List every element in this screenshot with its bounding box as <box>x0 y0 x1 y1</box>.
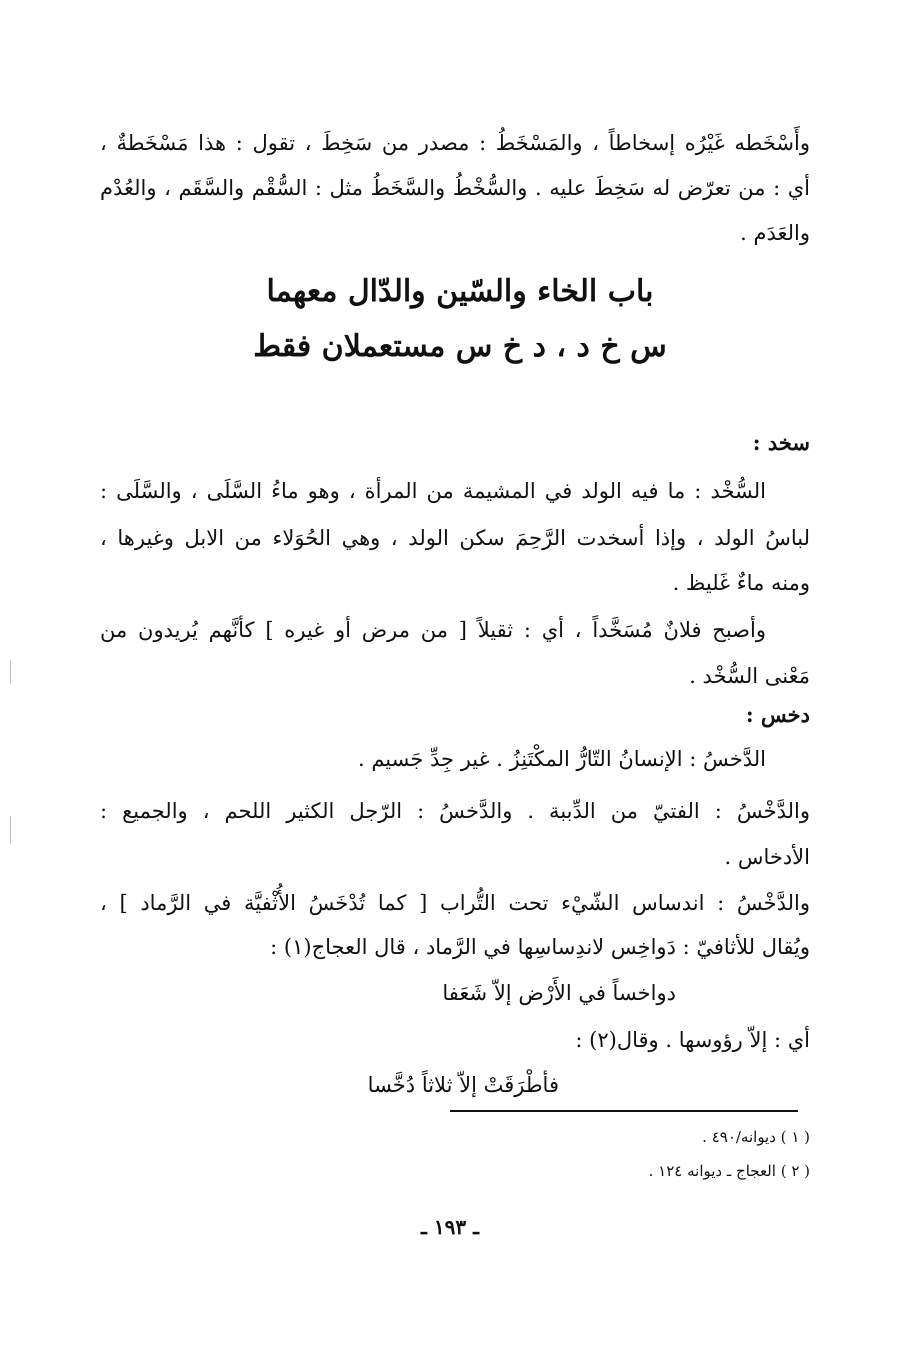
text-line-3: والعَدَم . <box>740 221 810 245</box>
text-line-1: وأَسْخَطه غَيْرُه إسخاطاً ، والمَسْخَطُ : مصدر من سَخِطَ ، تقول : هذا مَسْخَطةٌ ، <box>100 131 810 155</box>
sakhad-line-1: السُّخْد : ما فيه الولد في المشيمة من المرأة ، وهو ماءُ السَّلَى ، والسَّلَى : <box>100 479 766 503</box>
poetry-verse-1: دواخساً في الأَرْض إلاّ شَعَفا <box>442 981 676 1005</box>
footnote-1: ( ١ ) ديوانه/٤٩٠ . <box>702 1128 810 1146</box>
page-number: ـ ١٩٣ ـ <box>421 1215 479 1239</box>
sakhad-line-3: ومنه ماءٌ غَليظ . <box>672 571 810 595</box>
dakhas-line-2: والدَّخْسُ : الفتيّ من الدِّببة . والدَّخسُ : الرّجل الكثير اللحم ، والجميع : <box>100 799 810 823</box>
sakhad-line-4: وأصبح فلانٌ مُسَخَّداً ، أي : ثقيلاً [ من مرض أو غيره ] كأنَّهم يُريدون من <box>100 618 766 642</box>
text-line-2: أي : من تعرّض له سَخِطَ عليه . والسُّخْطُ والسَّخَطُ مثل : السُّقْم والسَّقَم ، والعُدْم <box>100 176 810 200</box>
sakhad-line-2: لباسُ الولد ، وإذا أسخدت الرَّحِمَ سكن الولد ، وهي الحُوَلاء من الابل وغيرها ، <box>100 526 810 550</box>
footnote-separator <box>450 1110 798 1112</box>
footnote-2: ( ٢ ) العجاج ـ ديوانه ١٢٤ . <box>648 1162 810 1180</box>
entry-title-sakhad: سخد : <box>752 430 810 455</box>
dakhas-line-3: الأدخاس . <box>724 845 810 869</box>
chapter-heading-line-1: باب الخاء والسّين والدّال معهما <box>266 274 654 309</box>
scan-margin-mark <box>10 660 11 684</box>
sakhad-line-5: مَعْنى السُّخْد . <box>689 664 810 688</box>
entry-title-dakhas: دخس : <box>745 702 810 727</box>
poetry-verse-2: فأطْرَقَتْ إلاّ ثلاثاً دُخَّسا <box>367 1073 559 1097</box>
dakhas-line-1: الدَّخسُ : الإنسانُ التّارُّ المكْتَنِزُ . غير جِدِّ جَسيم . <box>357 747 766 771</box>
dakhas-line-4: والدَّخْسُ : اندساس الشّيْء تحت التُّراب [ كما تُدْخَسُ الأُثْفيَّة في الرَّماد ] ، <box>100 891 810 915</box>
chapter-heading-line-2: س خ د ، د خ س مستعملان فقط <box>253 329 667 364</box>
dakhas-line-6: أي : إلاّ رؤوسها . وقال(٢) : <box>575 1028 810 1052</box>
dakhas-line-5: ويُقال للأثافيّ : دَواخِس لاندِساسِها في الرَّماد ، قال العجاج(١) : <box>270 935 810 959</box>
scan-margin-mark <box>10 816 11 844</box>
